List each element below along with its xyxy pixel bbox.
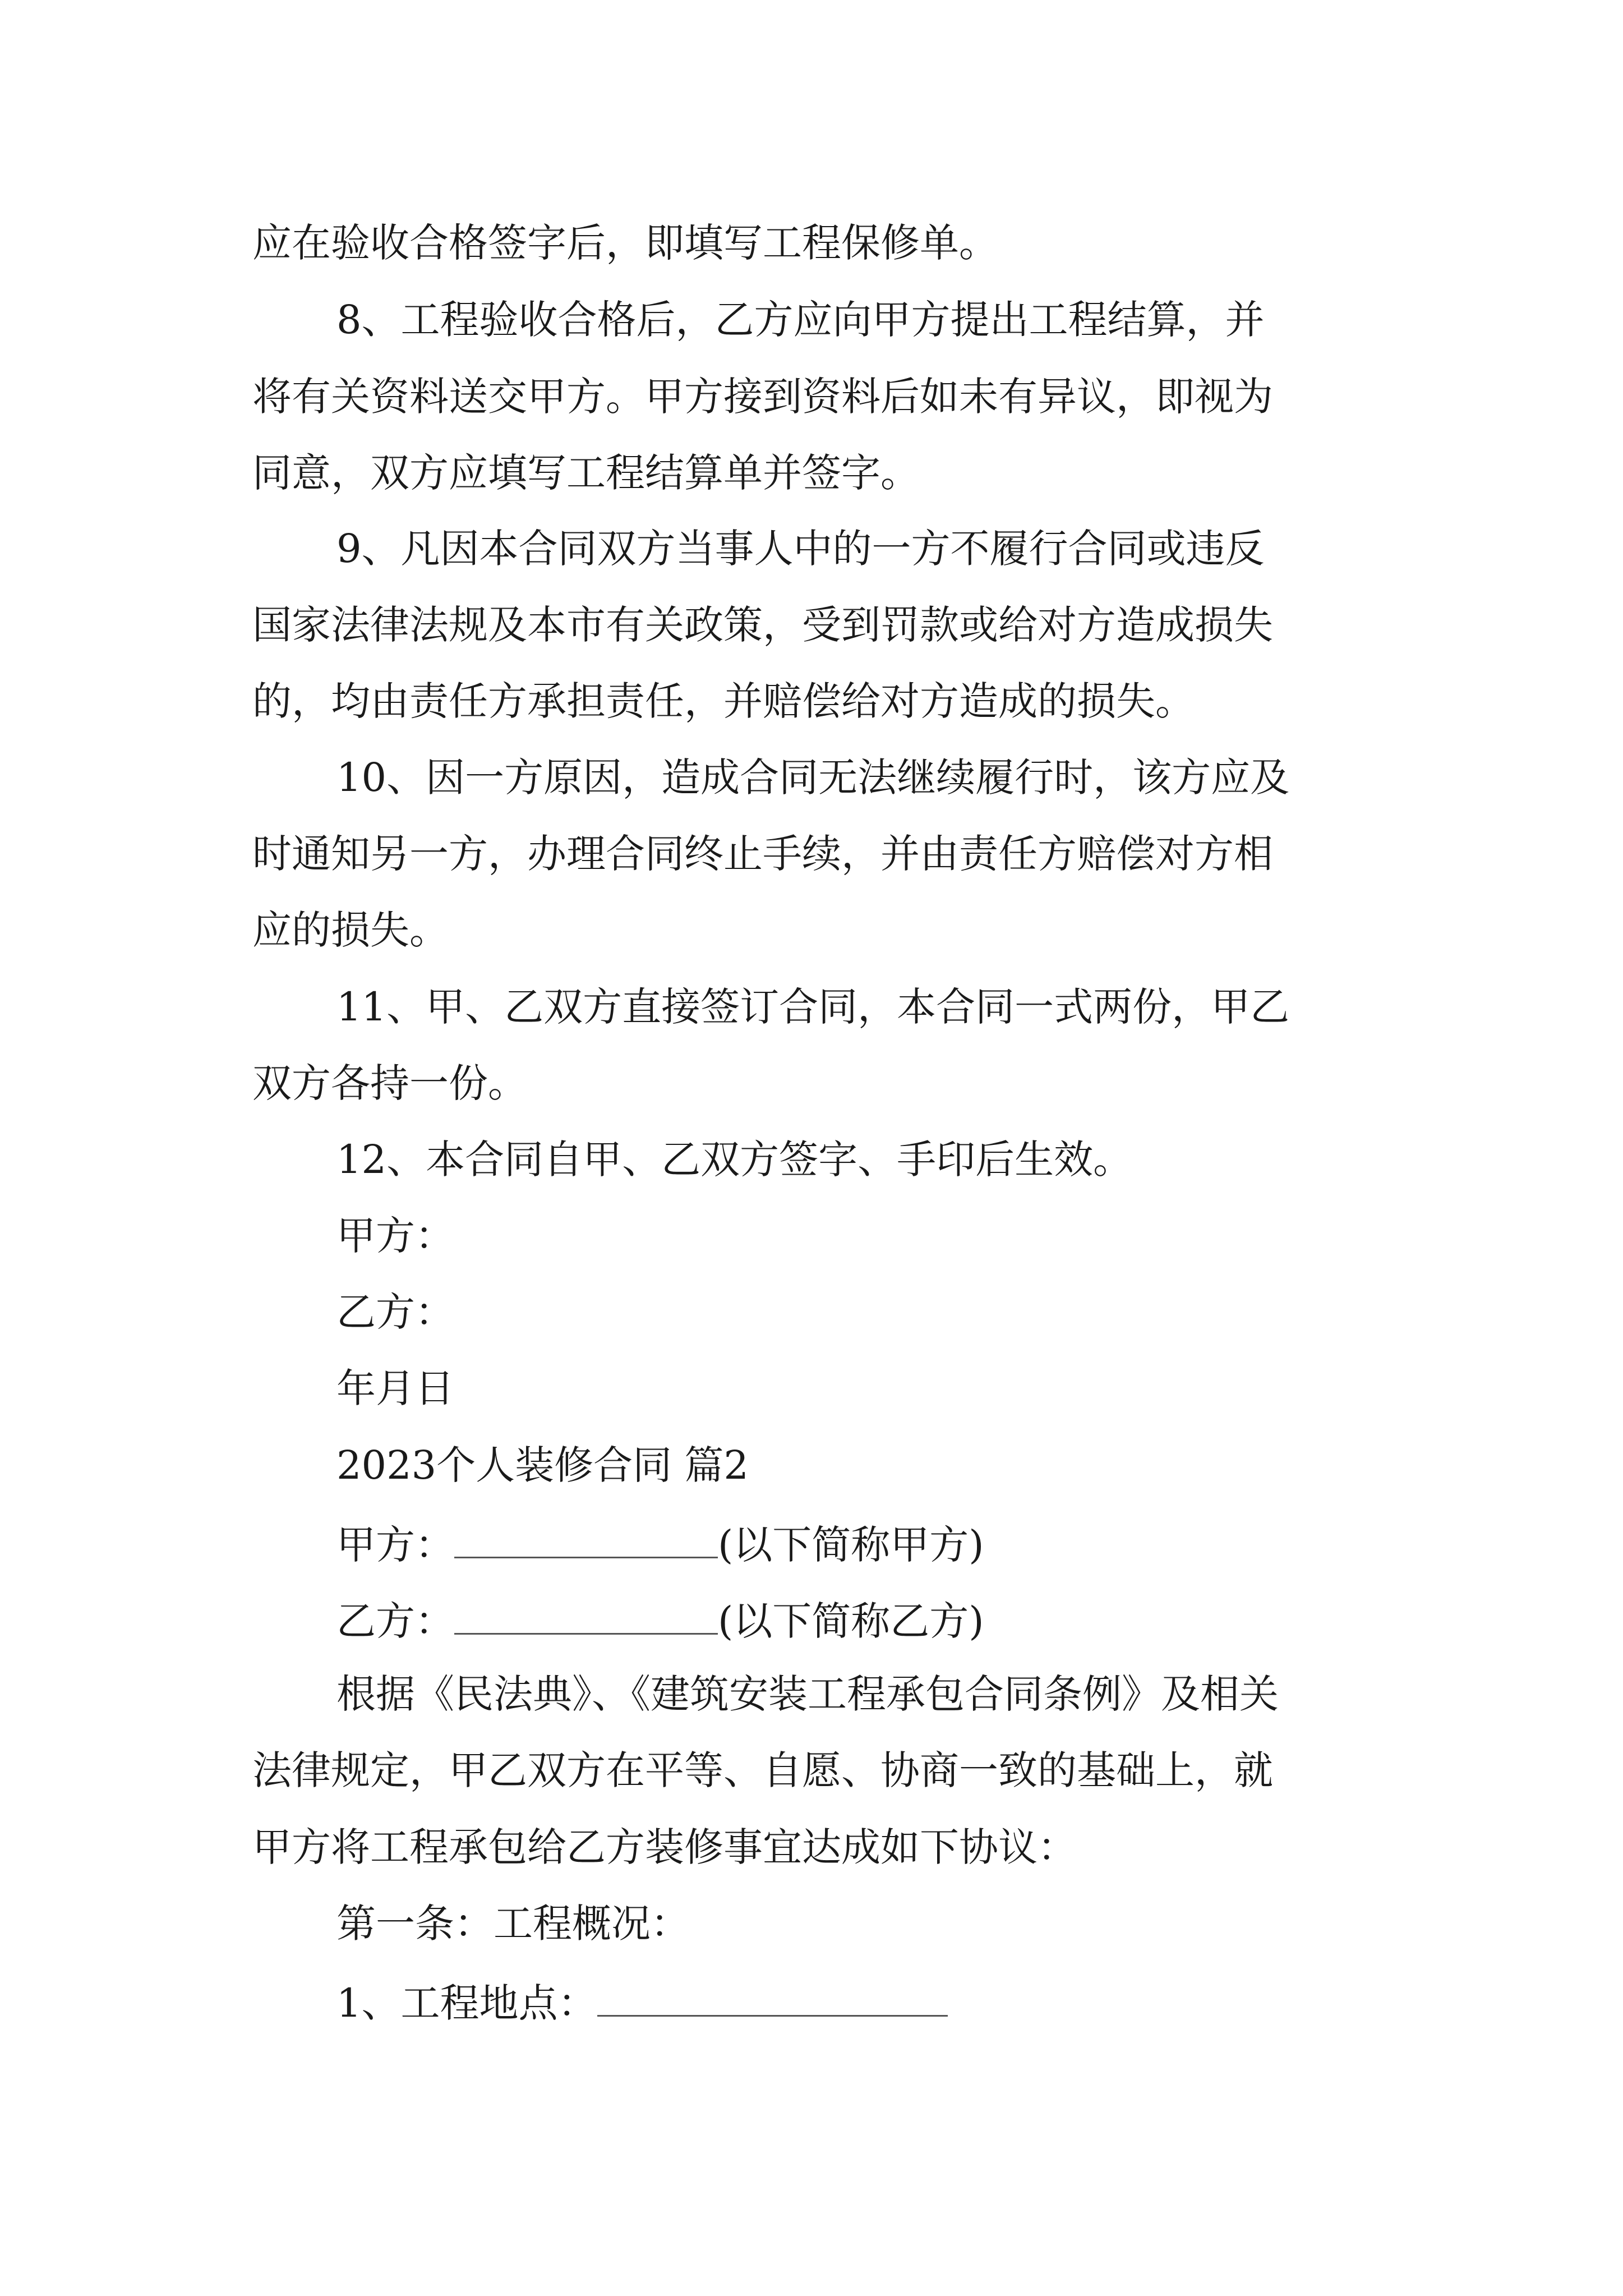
preamble-line: 根据《民法典》、《建筑安装工程承包合同条例》及相关 xyxy=(336,1671,1279,1717)
text-line: 国家法律法规及本市有关政策，受到罚款或给对方造成损失 xyxy=(252,602,1273,648)
text-line: 时通知另一方，办理合同终止手续，并由责任方赔偿对方相 xyxy=(252,831,1273,877)
clause-8-line: 8、工程验收合格后，乙方应向甲方提出工程结算，并 xyxy=(336,297,1265,343)
section-heading: 2023个人装修合同 篇2 xyxy=(336,1442,749,1488)
project-location-line xyxy=(336,1980,948,2026)
text-line: 应在验收合格签字后，即填写工程保修单。 xyxy=(252,220,998,266)
party-a-line xyxy=(336,1522,984,1568)
clause-9-line: 9、凡因本合同双方当事人中的一方不履行合同或违反 xyxy=(336,526,1265,572)
date-label: 年月日 xyxy=(336,1365,454,1411)
text-line: 的，均由责任方承担责任，并赔偿给对方造成的损失。 xyxy=(252,678,1195,724)
party-b-label: 乙方： xyxy=(336,1598,454,1644)
party-a-blank xyxy=(454,1522,718,1558)
party-b-blank xyxy=(454,1598,718,1635)
article-1-heading: 第一条：工程概况： xyxy=(336,1901,690,1947)
party-a-signature-label: 甲方： xyxy=(336,1213,454,1259)
text-line: 双方各持一份。 xyxy=(252,1060,527,1106)
project-location-blank xyxy=(597,1980,948,2017)
party-b-note: (以下简称乙方) xyxy=(718,1598,984,1644)
party-b-signature-label: 乙方： xyxy=(336,1289,454,1335)
text-line: 同意，双方应填写工程结算单并签字。 xyxy=(252,450,920,496)
clause-12-line: 12、本合同自甲、乙双方签字、手印后生效。 xyxy=(336,1137,1133,1182)
project-location-label: 1、工程地点： xyxy=(336,1980,597,2026)
party-a-note: (以下简称甲方) xyxy=(718,1522,984,1568)
text-line: 甲方将工程承包给乙方装修事宜达成如下协议： xyxy=(252,1824,1077,1870)
clause-11-line: 11、甲、乙双方直接签订合同，本合同一式两份，甲乙 xyxy=(336,984,1290,1030)
text-line: 应的损失。 xyxy=(252,907,449,953)
text-line: 将有关资料送交甲方。甲方接到资料后如未有异议，即视为 xyxy=(252,374,1273,420)
text-line: 法律规定，甲乙双方在平等、自愿、协商一致的基础上，就 xyxy=(252,1747,1273,1793)
party-a-label: 甲方： xyxy=(336,1522,454,1568)
clause-10-line: 10、因一方原因，造成合同无法继续履行时，该方应及 xyxy=(336,754,1290,800)
party-b-line xyxy=(336,1598,984,1644)
